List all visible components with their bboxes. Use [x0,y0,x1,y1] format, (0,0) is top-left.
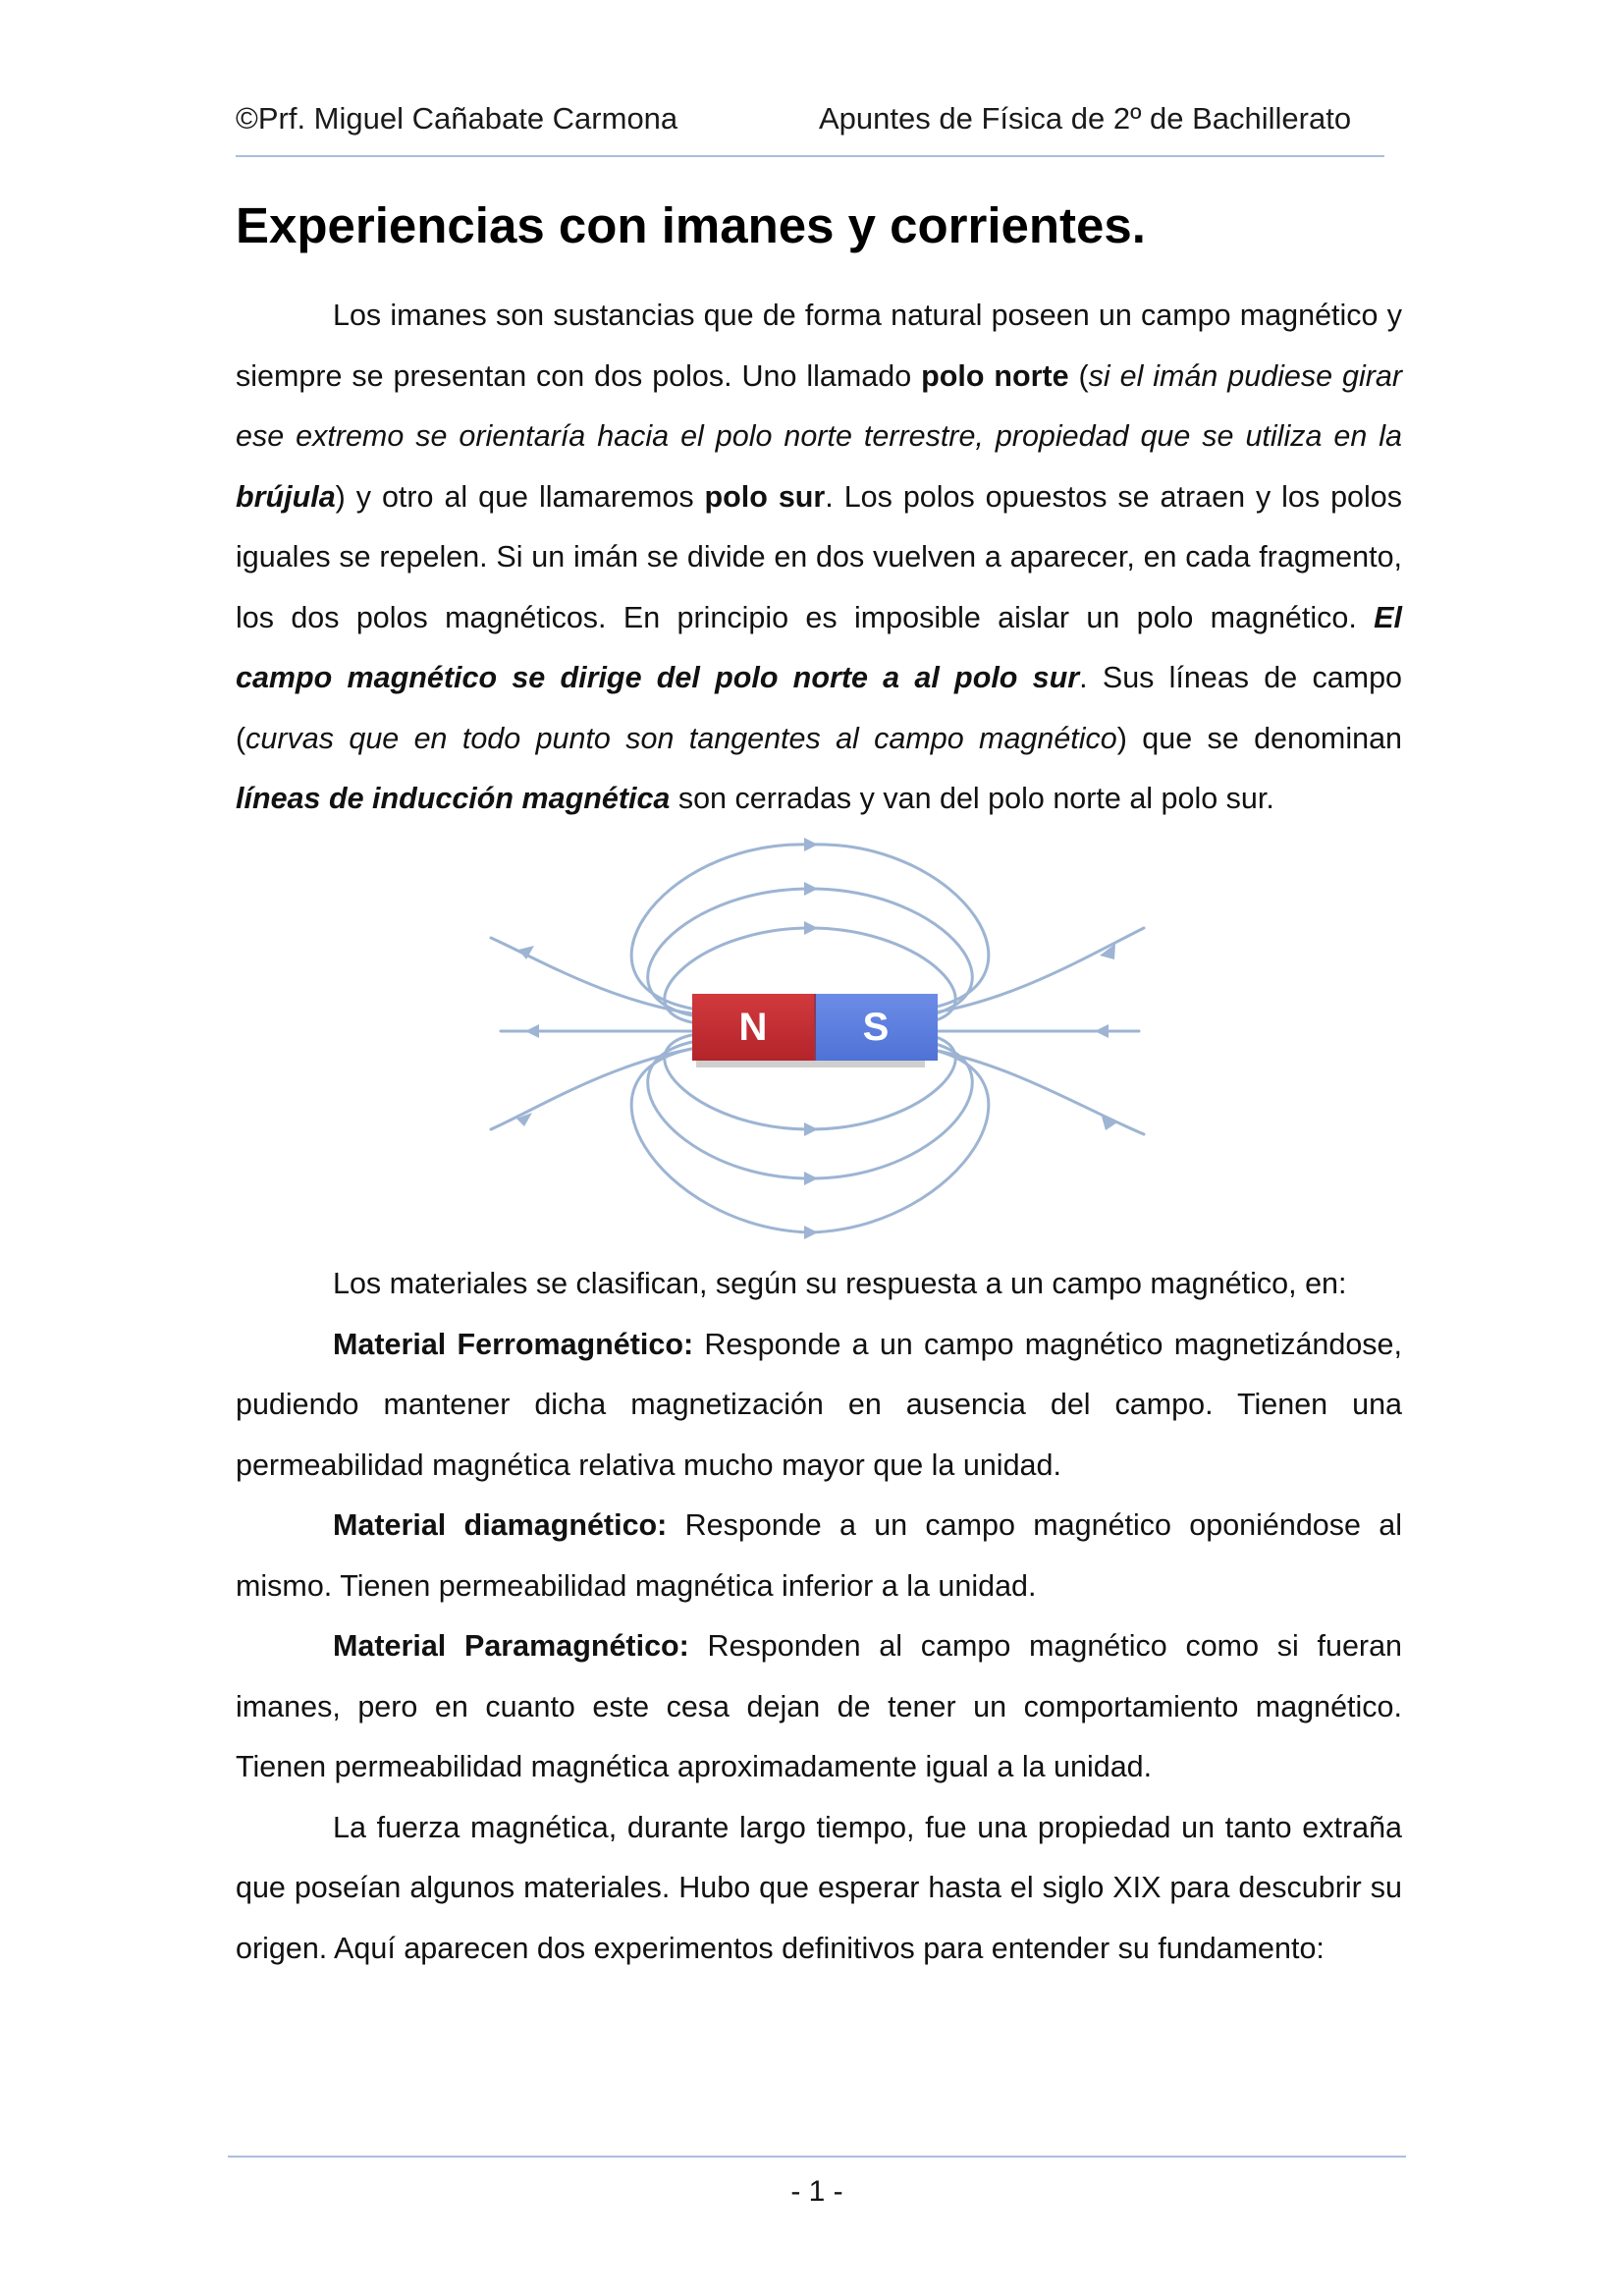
paragraph-classification: Los materiales se clasifican, según su respuesta a un campo magnético, en: [333,1267,1347,1300]
term-north-pole: polo norte [921,358,1069,393]
field-direction-statement: El campo magnético se dirige del polo norte a al polo sur [236,600,1402,694]
bar-magnet-field-diagram [481,830,1159,1247]
arrow-icon [804,1122,818,1136]
page-number: - 1 - [790,2175,843,2208]
page-header [236,96,1384,157]
intro-text [236,286,1402,830]
term-paramagnetic: Material Paramagnético: [333,1629,689,1663]
page-footer [228,2156,1406,2208]
arrow-icon [804,921,818,935]
header-author: ©Prf. Miguel Cañabate Carmona [236,101,678,136]
paragraph-paramagnetic: Material Paramagnético: Responden al campo magnético como si fueran imanes, pero en cuanto este cesa dejan de tener un comportamiento magnético. Tienen permeabilidad magnética aproximadamente igual a la unidad. [236,1629,1402,1783]
section-title: Experiencias con imanes y corrientes. [236,197,1146,253]
paragraph-history: La fuerza magnética, durante largo tiempo, fue una propiedad un tanto extraña que poseían algunos materiales. Hubo que esperar hasta el siglo XIX para descubrir su origen. Aquí aparecen dos experimentos definitivos para entender su fundamento: [236,1810,1402,1965]
arrow-icon [1095,1024,1109,1038]
paragraph-ferromagnetic: Material Ferromagnético: Responde a un campo magnético magnetizándose, pudiendo mantener dicha magnetización en ausencia del campo. Tienen una permeabilidad magnética relativa mucho mayor que la unidad. [236,1327,1402,1482]
term-south-pole: polo sur [704,479,826,514]
term-compass: brújula [236,479,336,514]
arrow-icon [804,882,818,896]
term-diamagnetic: Material diamagnético: [333,1508,668,1542]
paragraph-magnets: Los imanes son sustancias que de forma natural poseen un campo magnético y siempre se presentan con dos polos. Uno llamado polo norte (si el imán pudiese girar ese extremo se orientaría hacia el polo norte terrestre, propiedad que se utiliza en la brújula) y otro al que llamaremos polo sur. Los polos opuestos se atraen y los polos iguales se repelen. Si un imán se divide en dos vuelven a aparecer, en cada fragmento, los dos polos magnéticos. En principio es imposible aislar un polo magnético. El campo magnético se dirige del polo norte a al polo sur. Sus líneas de campo (curvas que en todo punto son tangentes al campo magnético) que se denominan líneas de inducción magnética son cerradas y van del polo norte al polo sur. [236,299,1403,815]
north-pole-label: N [738,1006,768,1049]
paragraph-diamagnetic: Material diamagnético: Responde a un campo magnético oponiéndose al mismo. Tienen permeabilidad magnética inferior a la unidad. [236,1508,1403,1603]
materials-text [236,1254,1402,1979]
arrow-icon [525,1024,539,1038]
arrow-icon [804,1172,818,1185]
arrow-icon [804,1226,818,1239]
bar-magnet [692,994,938,1067]
arrow-icon [804,838,818,851]
term-ferromagnetic: Material Ferromagnético: [333,1327,694,1361]
south-pole-label: S [862,1006,890,1049]
header-course: Apuntes de Física de 2º de Bachillerato [819,101,1352,136]
term-induction-lines: líneas de inducción magnética [236,782,671,815]
